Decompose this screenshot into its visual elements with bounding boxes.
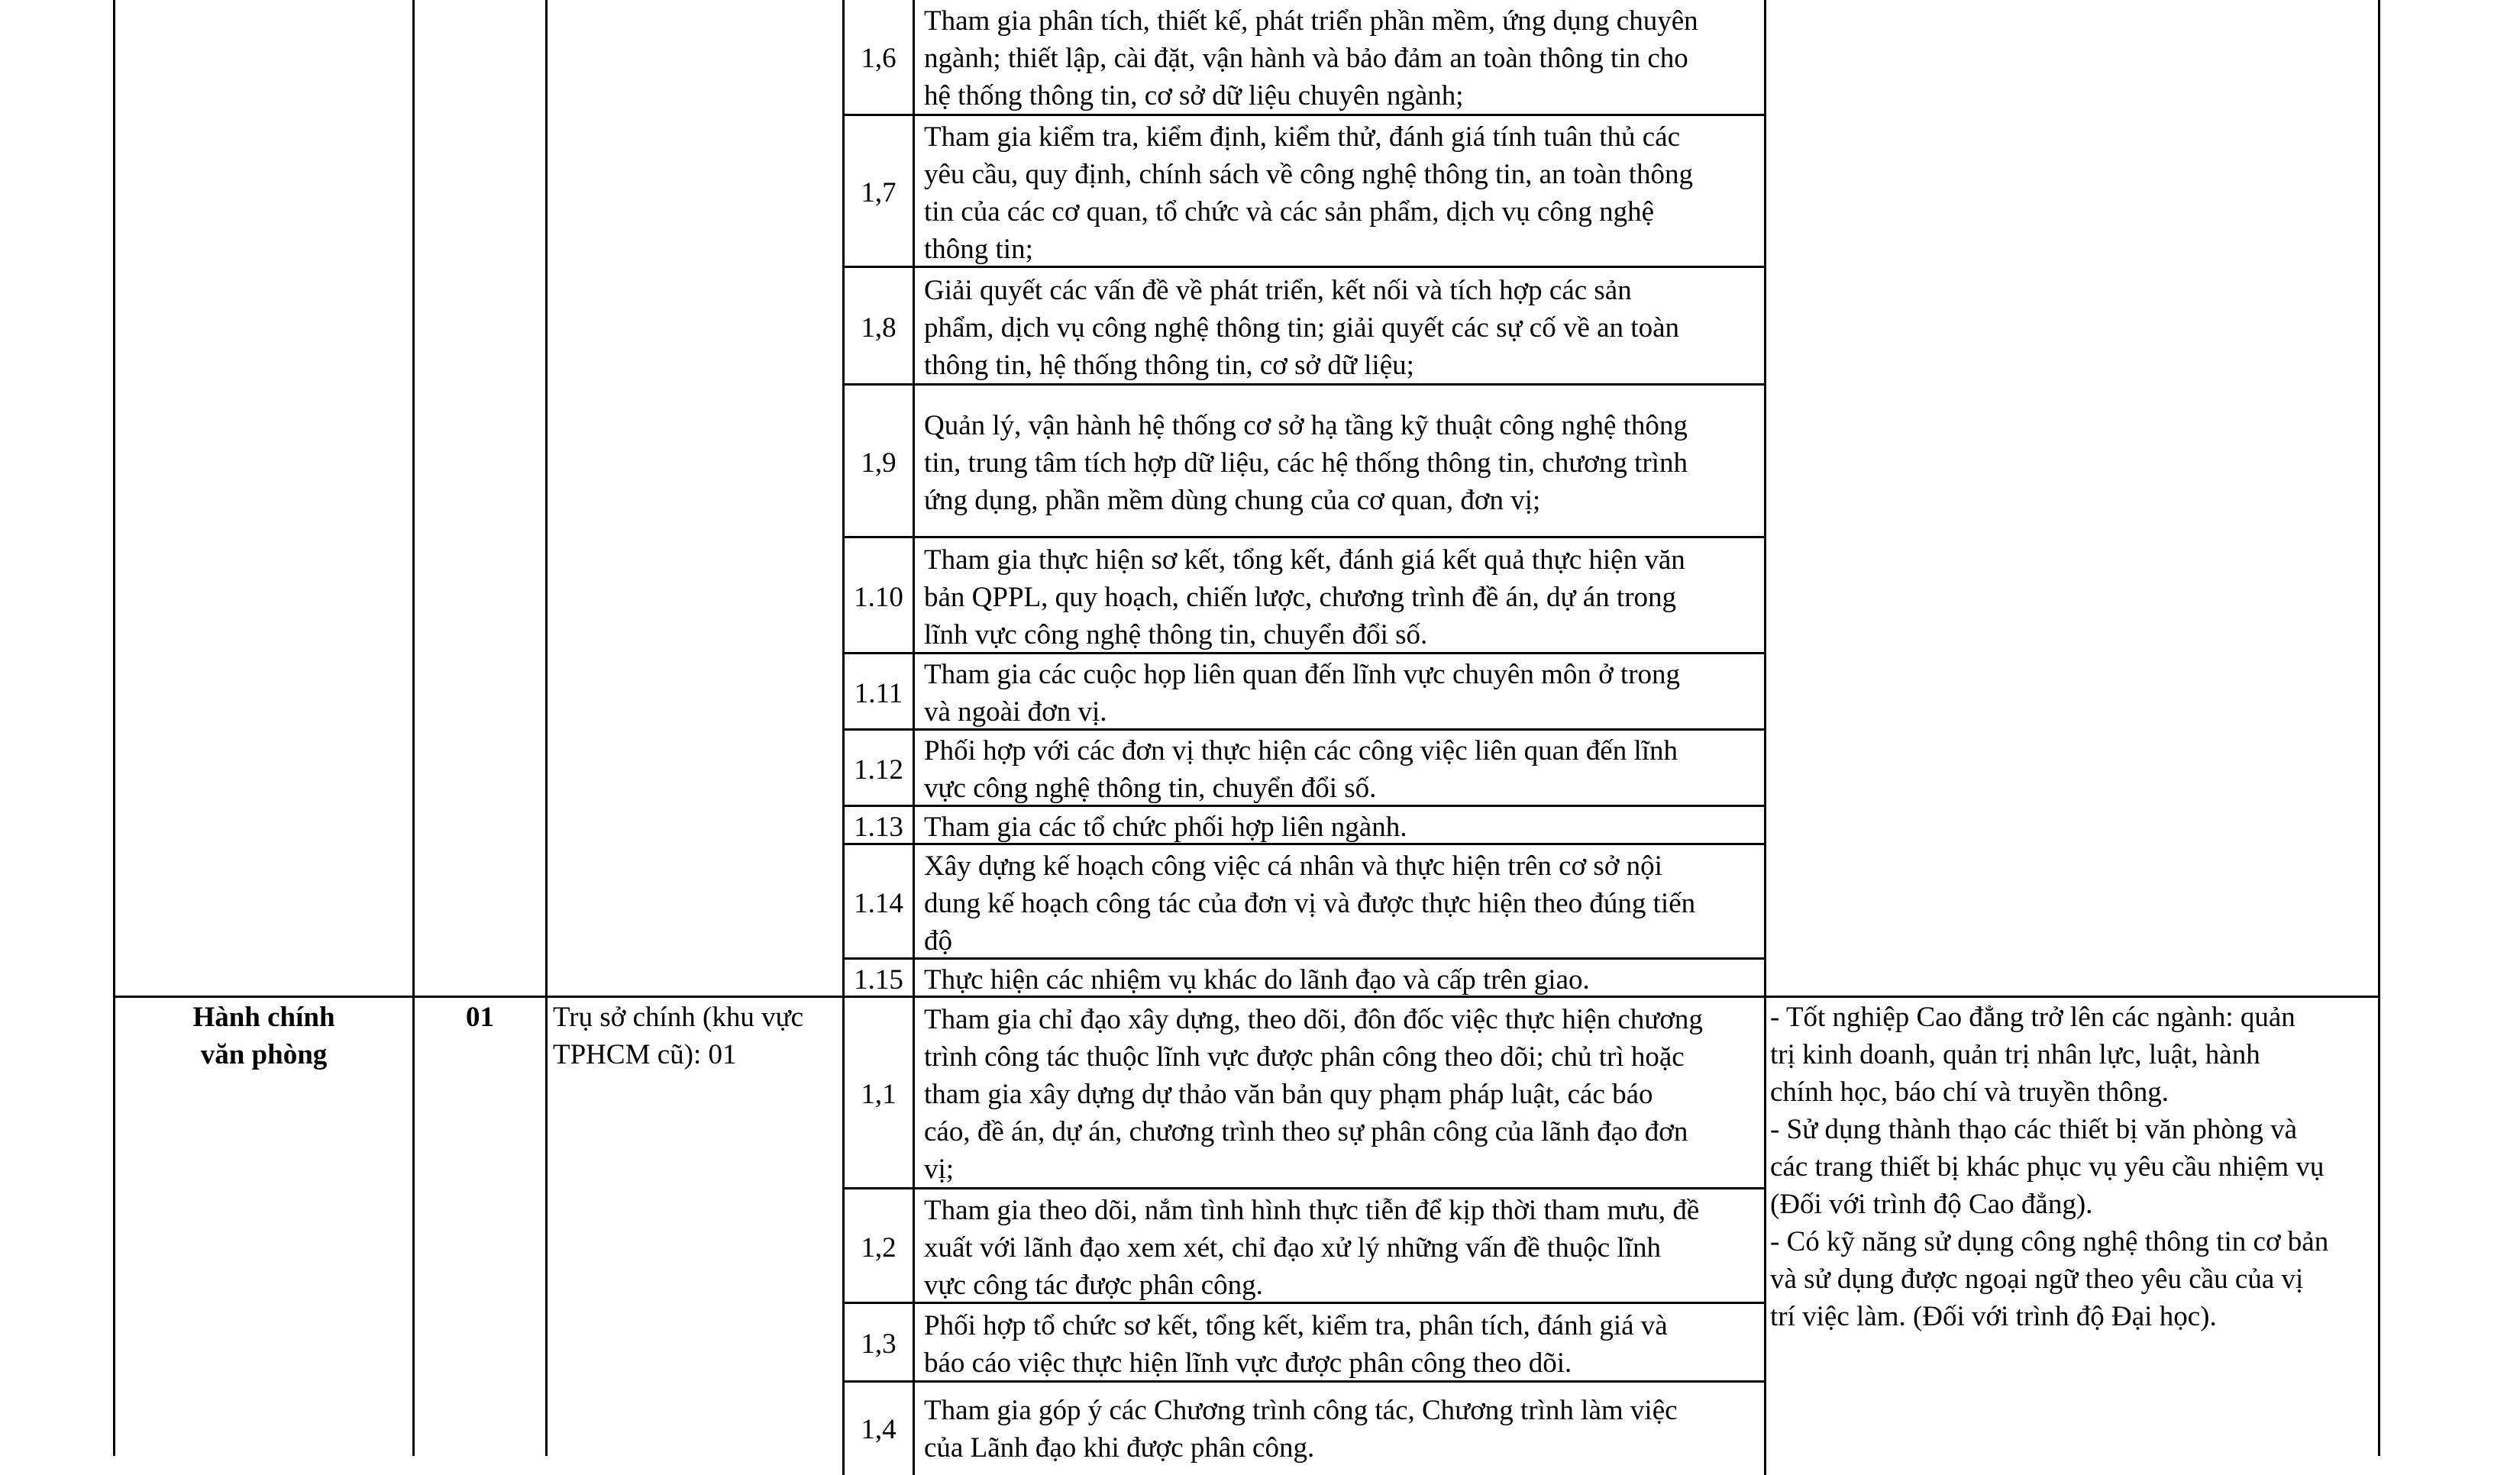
task-description-line: vực công tác được phân công.	[924, 1269, 1263, 1301]
requirement-line: - Có kỹ năng sử dụng công nghệ thông tin cơ bản	[1770, 1226, 2329, 1257]
requirement-line: trị kinh doanh, quản trị nhân lực, luật, hành	[1770, 1039, 2260, 1070]
row-border	[842, 1380, 1766, 1383]
column-border	[2378, 0, 2380, 1456]
task-description-line: Tham gia góp ý các Chương trình công tác, Chương trình làm việc	[924, 1395, 1678, 1426]
task-description-line: tin của các cơ quan, tổ chức và các sản phẩm, dịch vụ công nghệ	[924, 195, 1655, 228]
task-description-line: vực công nghệ thông tin, chuyển đổi số.	[924, 773, 1377, 804]
requirement-line: chính học, báo chí và truyền thông.	[1770, 1076, 2169, 1108]
task-description-line: Quản lý, vận hành hệ thống cơ sở hạ tầng kỹ thuật công nghệ thông	[924, 409, 1688, 441]
column-border	[412, 0, 415, 1456]
task-description-line: cáo, đề án, dự án, chương trình theo sự phân công của lãnh đạo đơn	[924, 1116, 1688, 1147]
task-description-line: hệ thống thông tin, cơ sở dữ liệu chuyên ngành;	[924, 80, 1464, 111]
row-border	[842, 383, 1766, 386]
task-description	[915, 808, 1764, 846]
position-location-line: Trụ sở chính (khu vực	[553, 1002, 804, 1033]
task-description-line: Tham gia phân tích, thiết kế, phát triển phần mềm, ứng dụng chuyên	[924, 5, 1698, 37]
task-number: 1.14	[854, 887, 903, 919]
task-description-line: Tham gia các cuộc họp liên quan đến lĩnh vực chuyên môn ở trong	[924, 659, 1681, 690]
requirement-line: và sử dụng được ngoại ngữ theo yêu cầu của vị	[1770, 1264, 2304, 1295]
task-number: 1,2	[861, 1231, 897, 1264]
row-border	[842, 652, 1766, 654]
task-description-line: Xây dựng kế hoạch công việc cá nhân và thực hiện trên cơ sở nội	[924, 850, 1662, 882]
task-description-line: yêu cầu, quy định, chính sách về công nghệ thông tin, an toàn thông	[924, 158, 1694, 190]
column-border	[1764, 0, 1766, 1475]
task-description-line: Phối hợp với các đơn vị thực hiện các công việc liên quan đến lĩnh	[924, 735, 1678, 767]
task-number: 1,7	[861, 177, 897, 208]
requirement-line: các trang thiết bị khác phục vụ yêu cầu nhiệm vụ	[1770, 1151, 2325, 1183]
row-border	[842, 728, 1766, 731]
task-description	[915, 1190, 1764, 1305]
task-description-line: trình công tác thuộc lĩnh vực được phân công theo dõi; chủ trì hoặc	[924, 1041, 1685, 1073]
task-number: 1.12	[854, 754, 903, 786]
task-description-line: phẩm, dịch vụ công nghệ thông tin; giải quyết các sự cố về an toàn	[924, 311, 1679, 344]
row-border	[842, 1302, 1766, 1304]
task-number: 1,9	[861, 447, 897, 479]
task-number: 1.13	[854, 811, 903, 843]
task-description	[915, 539, 1764, 655]
task-description	[915, 1383, 1764, 1475]
task-description-line: độ	[924, 925, 952, 957]
task-description-line: thông tin;	[924, 233, 1033, 265]
task-description-line: Giải quyết các vấn đề về phát triển, kết nối và tích hợp các sản	[924, 274, 1632, 306]
task-description	[915, 731, 1764, 808]
position-quantity	[415, 999, 545, 1036]
position-requirements	[1770, 999, 2378, 1335]
task-description-line: xuất với lãnh đạo xem xét, chỉ đạo xử lý những vấn đề thuộc lĩnh	[924, 1231, 1661, 1264]
task-description-line: của Lãnh đạo khi được phân công.	[924, 1432, 1315, 1464]
task-description-line: Tham gia thực hiện sơ kết, tổng kết, đánh giá kết quả thực hiện văn	[924, 544, 1685, 576]
task-description-line: vị;	[924, 1154, 955, 1185]
row-border	[842, 1187, 1766, 1189]
task-description	[915, 0, 1764, 117]
task-description-line: lĩnh vực công nghệ thông tin, chuyển đổi số.	[924, 618, 1428, 650]
task-number: 1.11	[854, 677, 903, 709]
position-name-line: văn phòng	[200, 1039, 328, 1070]
row-border	[842, 114, 1766, 116]
task-description	[915, 999, 1764, 1190]
task-description-line: tham gia xây dựng dự thảo văn bản quy phạm pháp luật, các báo	[924, 1079, 1653, 1110]
task-number: 1.10	[854, 581, 903, 613]
task-number: 1,8	[861, 311, 897, 344]
task-number: 1,6	[861, 43, 897, 74]
task-description	[915, 117, 1764, 269]
requirement-line: (Đối với trình độ Cao đẳng).	[1770, 1189, 2093, 1220]
task-number: 1,3	[861, 1328, 897, 1360]
task-description-line: báo cáo việc thực hiện lĩnh vực được phân công theo dõi.	[924, 1347, 1572, 1379]
task-description-line: tin, trung tâm tích hợp dữ liệu, các hệ thống thông tin, chương trình	[924, 447, 1688, 479]
position-location	[553, 999, 842, 1073]
task-description	[915, 386, 1764, 539]
task-description	[915, 960, 1764, 999]
section-divider	[113, 996, 2380, 998]
requirement-line: trí việc làm. (Đối với trình độ Đại học).	[1770, 1301, 2217, 1332]
position-name	[115, 999, 412, 1073]
task-description-line: ngành; thiết lập, cài đặt, vận hành và bảo đảm an toàn thông tin cho	[924, 43, 1688, 74]
position-location-line: TPHCM cũ): 01	[553, 1039, 737, 1070]
position-quantity-value: 01	[466, 1002, 494, 1033]
task-description	[915, 269, 1764, 386]
row-border	[842, 957, 1766, 960]
task-number: 1.15	[854, 963, 903, 996]
task-description	[915, 655, 1764, 731]
task-number: 1,4	[861, 1413, 897, 1445]
row-border	[842, 843, 1766, 845]
task-description-line: và ngoài đơn vị.	[924, 696, 1107, 728]
task-description-line: ứng dụng, phần mềm dùng chung của cơ quan, đơn vị;	[924, 484, 1541, 516]
column-border	[113, 0, 115, 1456]
task-description-line: Tham gia các tổ chức phối hợp liên ngành.	[924, 811, 1407, 843]
task-description-line: dung kế hoạch công tác của đơn vị và được thực hiện theo đúng tiến	[924, 887, 1696, 919]
task-description-line: Thực hiện các nhiệm vụ khác do lãnh đạo và cấp trên giao.	[924, 963, 1590, 996]
requirement-line: - Tốt nghiệp Cao đẳng trở lên các ngành: quản	[1770, 1002, 2295, 1033]
task-description	[915, 846, 1764, 960]
requirement-line: - Sử dụng thành thạo các thiết bị văn phòng và	[1770, 1114, 2298, 1145]
position-name-line: Hành chính	[192, 1002, 335, 1033]
task-description-line: Tham gia chỉ đạo xây dựng, theo dõi, đôn đốc việc thực hiện chương	[924, 1004, 1703, 1035]
task-description-line: bản QPPL, quy hoạch, chiến lược, chương trình đề án, dự án trong	[924, 581, 1677, 613]
task-description-line: Tham gia kiểm tra, kiểm định, kiểm thử, đánh giá tính tuân thủ các	[924, 121, 1681, 153]
task-description-line: Tham gia theo dõi, nắm tình hình thực tiễn để kịp thời tham mưu, đề	[924, 1194, 1700, 1226]
row-border	[842, 805, 1766, 807]
row-border	[842, 536, 1766, 538]
task-description-line: Phối hợp tổ chức sơ kết, tổng kết, kiểm tra, phân tích, đánh giá và	[924, 1309, 1668, 1341]
task-number: 1,1	[861, 1079, 897, 1110]
column-border	[545, 0, 548, 1456]
task-description	[915, 1305, 1764, 1383]
task-description-line: thông tin, hệ thống thông tin, cơ sở dữ liệu;	[924, 349, 1414, 381]
row-border	[842, 266, 1766, 268]
